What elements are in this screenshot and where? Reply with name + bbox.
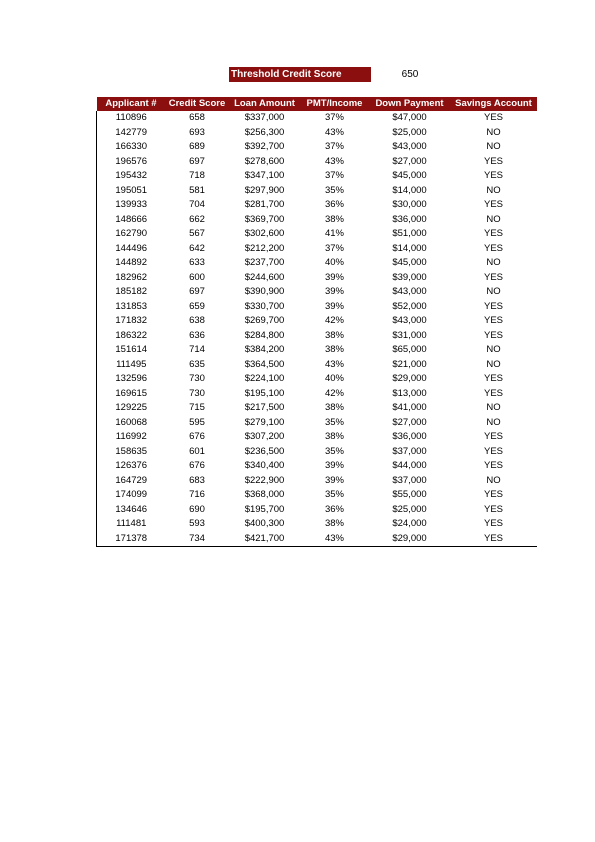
table-row — [97, 140, 537, 155]
loan-amount-cell: $217,500 — [244, 402, 285, 413]
credit-score-cell: 567 — [189, 228, 205, 239]
savings-account-cell: YES — [483, 460, 503, 471]
table-row — [97, 343, 537, 358]
credit-score-cell: 662 — [189, 213, 205, 225]
loan-amount-cell: $384,200 — [244, 344, 285, 355]
col-header-savings-account: Savings Account — [451, 97, 537, 111]
col-header-credit-score: Credit Score — [166, 97, 229, 111]
table-row — [97, 213, 537, 228]
savings-account-cell: YES — [483, 503, 503, 515]
applicant-id-cell: 116992 — [97, 430, 166, 445]
threshold-credit-score-label: Threshold Credit Score — [229, 67, 371, 82]
table-row — [97, 198, 537, 213]
loan-amount-cell: $244,600 — [244, 271, 285, 283]
loan-amount-cell: $347,100 — [244, 170, 285, 181]
credit-score-cell: 659 — [189, 300, 205, 312]
savings-account-cell: YES — [483, 489, 503, 500]
savings-account-cell: NO — [486, 257, 501, 268]
down-payment-cell: $44,000 — [392, 460, 427, 471]
down-payment-cell: $14,000 — [392, 184, 427, 196]
applicant-id-cell: 160068 — [97, 416, 166, 431]
table-row — [97, 503, 537, 518]
savings-account-cell: YES — [483, 271, 503, 283]
down-payment-cell: $36,000 — [392, 213, 427, 225]
table-row — [97, 416, 537, 431]
table-row — [97, 474, 537, 489]
loan-amount-cell: $368,000 — [244, 489, 285, 500]
pmt-income-cell: 36% — [324, 503, 344, 515]
table-body — [97, 111, 537, 547]
credit-score-cell: 690 — [189, 503, 205, 515]
applicant-id-cell: 196576 — [97, 155, 166, 170]
loan-amount-cell: $222,900 — [244, 474, 285, 486]
loan-amount-cell: $278,600 — [244, 155, 285, 167]
down-payment-cell: $36,000 — [392, 431, 427, 442]
pmt-income-cell: 40% — [324, 373, 344, 384]
pmt-income-cell: 38% — [324, 402, 344, 413]
credit-score-cell: 676 — [189, 460, 205, 471]
applicant-id-cell: 144892 — [97, 256, 166, 271]
table-row — [97, 329, 537, 344]
down-payment-cell: $43,000 — [392, 141, 427, 152]
down-payment-cell: $65,000 — [392, 344, 427, 355]
savings-account-cell: NO — [486, 402, 501, 413]
table-row — [97, 300, 537, 315]
credit-score-cell: 636 — [189, 329, 205, 341]
table-row — [97, 111, 537, 126]
loan-amount-cell: $269,700 — [244, 315, 285, 326]
credit-score-cell: 730 — [189, 387, 205, 399]
pmt-income-cell: 41% — [324, 228, 344, 239]
savings-account-cell: YES — [483, 155, 503, 167]
down-payment-cell: $45,000 — [392, 170, 427, 181]
down-payment-cell: $43,000 — [392, 286, 427, 297]
savings-account-cell: NO — [486, 141, 501, 152]
loan-amount-cell: $279,100 — [244, 416, 285, 428]
loan-amount-cell: $369,700 — [244, 213, 285, 225]
down-payment-cell: $29,000 — [392, 373, 427, 384]
down-payment-cell: $14,000 — [392, 242, 427, 254]
pmt-income-cell: 37% — [324, 141, 344, 152]
table-row — [97, 242, 537, 257]
pmt-income-cell: 38% — [324, 213, 344, 225]
pmt-income-cell: 38% — [324, 518, 344, 529]
loan-amount-cell: $284,800 — [244, 329, 285, 341]
credit-score-cell: 689 — [189, 141, 205, 152]
applicant-id-cell: 111481 — [97, 517, 166, 532]
down-payment-cell: $41,000 — [392, 402, 427, 413]
table-row — [97, 517, 537, 532]
loan-amount-cell: $281,700 — [244, 199, 285, 210]
applicant-id-cell: 162790 — [97, 227, 166, 242]
table-row — [97, 401, 537, 416]
credit-score-cell: 697 — [189, 286, 205, 297]
savings-account-cell: YES — [483, 199, 503, 210]
loan-amount-cell: $237,700 — [244, 257, 285, 268]
pmt-income-cell: 35% — [324, 489, 344, 500]
applicant-id-cell: 129225 — [97, 401, 166, 416]
applicant-id-cell: 185182 — [97, 285, 166, 300]
credit-score-cell: 704 — [189, 199, 205, 210]
pmt-income-cell: 36% — [324, 199, 344, 210]
threshold-credit-score-value: 650 — [401, 69, 419, 80]
pmt-income-cell: 35% — [324, 184, 344, 196]
pmt-income-cell: 38% — [324, 344, 344, 355]
credit-score-cell: 638 — [189, 315, 205, 326]
table-row — [97, 271, 537, 286]
applicant-id-cell: 182962 — [97, 271, 166, 286]
savings-account-cell: NO — [486, 474, 501, 486]
pmt-income-cell: 43% — [324, 358, 344, 370]
table-row — [97, 358, 537, 373]
credit-score-cell: 718 — [189, 170, 205, 181]
down-payment-cell: $52,000 — [392, 300, 427, 312]
table-row — [97, 314, 537, 329]
applicant-id-cell: 126376 — [97, 459, 166, 474]
applicant-table — [96, 97, 537, 547]
table-row — [97, 227, 537, 242]
credit-score-cell: 683 — [189, 474, 205, 486]
down-payment-cell: $51,000 — [392, 228, 427, 239]
loan-amount-cell: $256,300 — [244, 126, 285, 138]
table-row — [97, 488, 537, 503]
pmt-income-cell: 39% — [324, 460, 344, 471]
col-header-loan-amount: Loan Amount — [229, 97, 301, 111]
credit-score-cell: 714 — [189, 344, 205, 355]
pmt-income-cell: 38% — [324, 431, 344, 442]
table-row — [97, 445, 537, 460]
pmt-income-cell: 42% — [324, 387, 344, 399]
pmt-income-cell: 39% — [324, 271, 344, 283]
savings-account-cell: YES — [483, 387, 503, 399]
credit-score-cell: 595 — [189, 416, 205, 428]
credit-score-cell: 730 — [189, 373, 205, 384]
credit-score-cell: 581 — [189, 184, 205, 196]
table-row — [97, 459, 537, 474]
credit-score-cell: 642 — [189, 242, 205, 254]
pmt-income-cell: 39% — [324, 300, 344, 312]
credit-score-cell: 593 — [189, 518, 205, 529]
savings-account-cell: YES — [483, 315, 503, 326]
savings-account-cell: YES — [483, 373, 503, 384]
loan-amount-cell: $195,100 — [244, 387, 285, 399]
credit-score-cell: 600 — [189, 271, 205, 283]
credit-score-cell: 697 — [189, 155, 205, 167]
col-header-pmt-income: PMT/Income — [301, 97, 369, 111]
applicant-id-cell: 131853 — [97, 300, 166, 315]
loan-amount-cell: $364,500 — [244, 358, 285, 370]
down-payment-cell: $39,000 — [392, 271, 427, 283]
applicant-id-cell: 111495 — [97, 358, 166, 373]
loan-amount-cell: $212,200 — [244, 242, 285, 254]
savings-account-cell: NO — [486, 126, 501, 138]
pmt-income-cell: 39% — [324, 286, 344, 297]
down-payment-cell: $30,000 — [392, 199, 427, 210]
savings-account-cell: NO — [486, 184, 501, 196]
savings-account-cell: YES — [483, 112, 503, 123]
table-row — [97, 285, 537, 300]
pmt-income-cell: 43% — [301, 532, 369, 547]
applicant-id-cell: 151614 — [97, 343, 166, 358]
pmt-income-cell: 37% — [324, 242, 344, 254]
pmt-income-cell: 42% — [324, 315, 344, 326]
credit-score-cell: 635 — [189, 358, 205, 370]
table-row — [97, 430, 537, 445]
loan-amount-cell: $330,700 — [244, 300, 285, 312]
savings-account-cell: YES — [483, 242, 503, 254]
table-row — [97, 532, 537, 547]
down-payment-cell: $37,000 — [392, 445, 427, 457]
table-row — [97, 126, 537, 141]
applicant-id-cell: 195432 — [97, 169, 166, 184]
applicant-id-cell: 171832 — [97, 314, 166, 329]
savings-account-cell: YES — [483, 170, 503, 181]
applicant-id-cell: 171378 — [97, 532, 166, 547]
credit-score-cell: 633 — [189, 257, 205, 268]
savings-account-cell: YES — [483, 431, 503, 442]
applicant-id-cell: 134646 — [97, 503, 166, 518]
down-payment-cell: $27,000 — [392, 155, 427, 167]
down-payment-cell: $21,000 — [392, 358, 427, 370]
down-payment-cell: $45,000 — [392, 257, 427, 268]
loan-amount-cell: $297,900 — [244, 184, 285, 196]
loan-amount-cell: $195,700 — [244, 503, 285, 515]
savings-account-cell: NO — [486, 416, 501, 428]
pmt-income-cell: 40% — [324, 257, 344, 268]
pmt-income-cell: 43% — [324, 126, 344, 138]
loan-amount-cell: $400,300 — [244, 518, 285, 529]
pmt-income-cell: 37% — [324, 170, 344, 181]
savings-account-cell: YES — [483, 329, 503, 341]
applicant-id-cell: 139933 — [97, 198, 166, 213]
applicant-id-cell: 174099 — [97, 488, 166, 503]
pmt-income-cell: 43% — [324, 155, 344, 167]
applicant-id-cell: 144496 — [97, 242, 166, 257]
down-payment-cell: $13,000 — [392, 387, 427, 399]
loan-amount-cell: $421,700 — [229, 532, 301, 547]
down-payment-cell: $55,000 — [392, 489, 427, 500]
applicant-id-cell: 158635 — [97, 445, 166, 460]
pmt-income-cell: 35% — [324, 416, 344, 428]
savings-account-cell: YES — [483, 518, 503, 529]
down-payment-cell: $43,000 — [392, 315, 427, 326]
table-row — [97, 372, 537, 387]
loan-amount-cell: $224,100 — [244, 373, 285, 384]
applicant-id-cell: 164729 — [97, 474, 166, 489]
table-row — [97, 387, 537, 402]
down-payment-cell: $25,000 — [392, 126, 427, 138]
applicant-id-cell: 142779 — [97, 126, 166, 141]
loan-amount-cell: $302,600 — [244, 228, 285, 239]
applicant-id-cell: 169615 — [97, 387, 166, 402]
applicant-id-cell: 148666 — [97, 213, 166, 228]
col-header-applicant: Applicant # — [97, 97, 166, 111]
table-row — [97, 169, 537, 184]
savings-account-cell: NO — [486, 286, 501, 297]
pmt-income-cell: 39% — [324, 474, 344, 486]
loan-amount-cell: $307,200 — [244, 431, 285, 442]
applicant-id-cell: 132596 — [97, 372, 166, 387]
col-header-down-payment: Down Payment — [369, 97, 451, 111]
down-payment-cell: $25,000 — [392, 503, 427, 515]
down-payment-cell: $24,000 — [392, 518, 427, 529]
credit-score-cell: 601 — [189, 445, 205, 457]
credit-score-cell: 676 — [189, 431, 205, 442]
savings-account-cell: NO — [486, 213, 501, 225]
savings-account-cell: YES — [483, 300, 503, 312]
down-payment-cell: $27,000 — [392, 416, 427, 428]
down-payment-cell: $37,000 — [392, 474, 427, 486]
credit-score-cell: 658 — [189, 112, 205, 123]
savings-account-cell: YES — [483, 228, 503, 239]
pmt-income-cell: 37% — [324, 112, 344, 123]
credit-score-cell: 715 — [189, 402, 205, 413]
credit-score-cell: 716 — [189, 489, 205, 500]
table-row — [97, 184, 537, 199]
credit-score-cell: 734 — [166, 532, 229, 547]
down-payment-cell: $31,000 — [392, 329, 427, 341]
table-header-row — [97, 97, 537, 111]
applicant-id-cell: 166330 — [97, 140, 166, 155]
savings-account-cell: NO — [486, 344, 501, 355]
down-payment-cell: $47,000 — [392, 112, 427, 123]
table-row — [97, 256, 537, 271]
pmt-income-cell: 38% — [324, 329, 344, 341]
table-row — [97, 155, 537, 170]
down-payment-cell: $29,000 — [369, 532, 451, 547]
loan-amount-cell: $392,700 — [244, 141, 285, 152]
credit-score-cell: 693 — [189, 126, 205, 138]
loan-amount-cell: $390,900 — [244, 286, 285, 297]
applicant-id-cell: 186322 — [97, 329, 166, 344]
savings-account-cell: YES — [483, 445, 503, 457]
loan-amount-cell: $340,400 — [244, 460, 285, 471]
loan-amount-cell: $236,500 — [244, 445, 285, 457]
applicant-id-cell: 110896 — [97, 111, 166, 126]
pmt-income-cell: 35% — [324, 445, 344, 457]
savings-account-cell: NO — [486, 358, 501, 370]
savings-account-cell: YES — [451, 532, 537, 547]
loan-amount-cell: $337,000 — [244, 112, 285, 123]
applicant-id-cell: 195051 — [97, 184, 166, 199]
